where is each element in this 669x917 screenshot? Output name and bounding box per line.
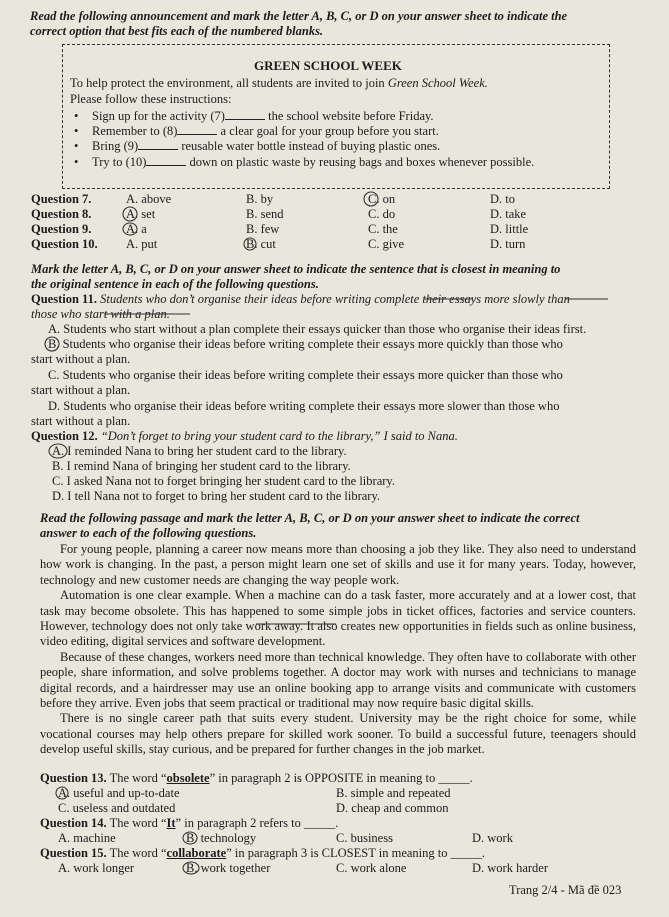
option-d-cont: start without a plan.	[31, 414, 131, 428]
option-a[interactable]: A. above	[126, 192, 172, 206]
passage-paragraph-3: Because of these changes, workers need more than technical knowledge. They often have to collaborate with other people, share information, and solve problems together. A doctor may work with nurses and technicians to manage digital records, and a hairdresser may use an online booking app to arrange visits and communicate with customers before they arrive. Even jobs that seem practical or traditional may now require basic digital skills.	[40, 649, 636, 711]
instruction-text: Try to (10)	[92, 155, 147, 169]
question-stem: ” in paragraph 2 refers to _____.	[175, 816, 339, 830]
option-b[interactable]: B. I remind Nana of bringing her student card to the library.	[52, 459, 351, 473]
question-label: Question 14.	[40, 816, 107, 830]
answer-circle-11b	[45, 337, 59, 351]
option-d[interactable]: D. work	[472, 831, 513, 845]
answer-circle-8a	[123, 207, 137, 221]
option-c[interactable]: C. I asked Nana not to forget bringing her student card to the library.	[52, 474, 395, 488]
directions-2-line-1: Mark the letter A, B, C, or D on your answer sheet to indicate the sentence that is closest in meaning to	[31, 262, 561, 276]
option-b[interactable]: B. send	[246, 207, 284, 221]
answer-circle-10b	[244, 238, 256, 250]
directions-1-line-1: Read the following announcement and mark the letter A, B, C, or D on your answer sheet to indicate the	[30, 9, 568, 23]
answer-circle-13a	[56, 787, 68, 799]
option-d[interactable]: D. little	[490, 222, 529, 236]
option-a[interactable]: A. machine	[58, 831, 116, 845]
option-d[interactable]: D. work harder	[472, 861, 549, 875]
option-a[interactable]: A. set	[126, 207, 156, 221]
question-stem: The word “	[106, 846, 167, 860]
option-c[interactable]: C. useless and outdated	[58, 801, 176, 815]
question-label: Question 13.	[40, 771, 107, 785]
directions-3-line-2: answer to each of the following questions.	[40, 526, 257, 540]
directions-3-line-1: Read the following passage and mark the letter A, B, C, or D on your answer sheet to indicate the correct	[40, 511, 580, 525]
option-b[interactable]: B. work together	[186, 861, 271, 875]
announcement-follow: Please follow these instructions:	[70, 92, 232, 106]
question-label: Question 11.	[31, 292, 97, 306]
option-a[interactable]: A. I reminded Nana to bring her student card to the library.	[52, 444, 347, 458]
option-b[interactable]: B. Students who organise their ideas before writing complete their essays more quickly than those who	[48, 337, 563, 351]
instruction-text: reusable water bottle instead of buying plastic ones.	[178, 139, 441, 153]
target-word: collaborate	[166, 846, 227, 860]
option-d[interactable]: D. cheap and common	[336, 801, 449, 815]
option-c[interactable]: C. give	[368, 237, 405, 251]
instruction-text: Sign up for the activity (7)	[92, 109, 225, 123]
question-stem: The word “	[106, 816, 167, 830]
answer-circle-9a	[123, 223, 137, 235]
option-a[interactable]: A. useful and up-to-date	[58, 786, 180, 800]
option-a[interactable]: A. put	[126, 237, 158, 251]
passage-paragraph-4: There is no single career path that suits every student. University may be the right choice for some, while vocational courses may help others prepare for skilled work sooner. To build a successful future, teenagers should develop useful skills, stay curious, and be prepared for further changes in the job market.	[40, 711, 636, 757]
instruction-text: the school website before Friday.	[264, 109, 434, 123]
option-d[interactable]: D. take	[490, 207, 527, 221]
answer-circle-15b	[183, 862, 199, 874]
question-label: Question 7.	[31, 192, 92, 206]
answer-circle-12a	[49, 444, 67, 458]
option-d[interactable]: D. turn	[490, 237, 526, 251]
intro-text: To help protect the environment, all students are invited to join	[70, 76, 388, 90]
option-c-cont: start without a plan.	[31, 383, 131, 397]
passage-paragraph-2: Automation is one clear example. When a machine can do a task faster, more accurately and at a lower cost, that task may become obsolete. This has happened to some simple jobs in ticket offices, factories and service counters. However, technology does not only take work away. It also creates new opportunities in fields such as online business, video editing, digital services and software development.	[40, 588, 636, 649]
bullet-icon: •	[74, 139, 79, 153]
directions-1-line-2: correct option that best fits each of the numbered blanks.	[30, 24, 324, 38]
option-a[interactable]: A. work longer	[58, 861, 135, 875]
bullet-icon: •	[74, 155, 79, 169]
question-stem: “Don’t forget to bring your student card to the library,” I said to Nana.	[97, 429, 458, 443]
option-c[interactable]: C. business	[336, 831, 393, 845]
directions-2-line-2: the original sentence in each of the following questions.	[31, 277, 319, 291]
option-b-cont: start without a plan.	[31, 352, 131, 366]
instruction-text: a clear goal for your group before you start.	[217, 124, 439, 138]
option-a[interactable]: A. Students who start without a plan complete their essays quicker than those who organise their ideas first.	[48, 322, 587, 336]
option-d[interactable]: D. I tell Nana not to forget to bring her student card to the library.	[52, 489, 381, 503]
instruction-text: Bring (9)	[92, 139, 139, 153]
option-d[interactable]: D. to	[490, 192, 515, 206]
answer-circle-14b	[183, 832, 197, 844]
option-c[interactable]: C. do	[368, 207, 396, 221]
target-word: obsolete	[166, 771, 210, 785]
question-label: Question 15.	[40, 846, 107, 860]
question-stem: Students who don’t organise their ideas before writing complete their essays more slowly than	[97, 292, 570, 306]
question-label: Question 8.	[31, 207, 92, 221]
option-b[interactable]: B. simple and repeated	[336, 786, 451, 800]
instruction-text: Remember to (8)	[92, 124, 178, 138]
option-b[interactable]: B. cut	[246, 237, 276, 251]
option-d[interactable]: D. Students who organise their ideas before writing complete their essays more slower than those who	[48, 399, 560, 413]
option-b[interactable]: B. few	[246, 222, 280, 236]
page-footer: Trang 2/4 - Mã đề 023	[509, 883, 622, 897]
question-stem: The word “	[106, 771, 167, 785]
question-label: Question 10.	[31, 237, 98, 251]
question-stem: ” in paragraph 3 is CLOSEST in meaning to _____.	[226, 846, 485, 860]
answer-circle-7c	[364, 192, 378, 206]
option-c[interactable]: C. Students who organise their ideas before writing complete their essays more quicker than those who	[48, 368, 563, 382]
announcement-title: GREEN SCHOOL WEEK	[254, 58, 402, 73]
option-b[interactable]: B. technology	[186, 831, 257, 845]
question-11-stem-2: those who start with a plan.	[31, 307, 170, 321]
option-c[interactable]: C. the	[368, 222, 398, 236]
question-label: Question 9.	[31, 222, 92, 236]
instruction-text: down on plastic waste by reusing bags and boxes whenever possible.	[186, 155, 535, 169]
passage-paragraph-1: For young people, planning a career now means more than choosing a job they like. They also need to understand how work is changing. In the past, a person might learn one set of skills and use it for many years. Today, however, technology and new customer needs are changing the way people work.	[40, 542, 636, 587]
option-b[interactable]: B. by	[246, 192, 274, 206]
option-c[interactable]: C. work alone	[336, 861, 407, 875]
bullet-icon: •	[74, 124, 79, 138]
bullet-icon: •	[74, 109, 79, 123]
option-a[interactable]: A. a	[126, 222, 147, 236]
option-c[interactable]: C. on	[368, 192, 396, 206]
question-label: Question 12.	[31, 429, 98, 443]
target-word: It	[166, 816, 176, 830]
intro-event-name: Green School Week.	[387, 76, 488, 90]
question-stem: ” in paragraph 2 is OPPOSITE in meaning to _____.	[209, 771, 473, 785]
